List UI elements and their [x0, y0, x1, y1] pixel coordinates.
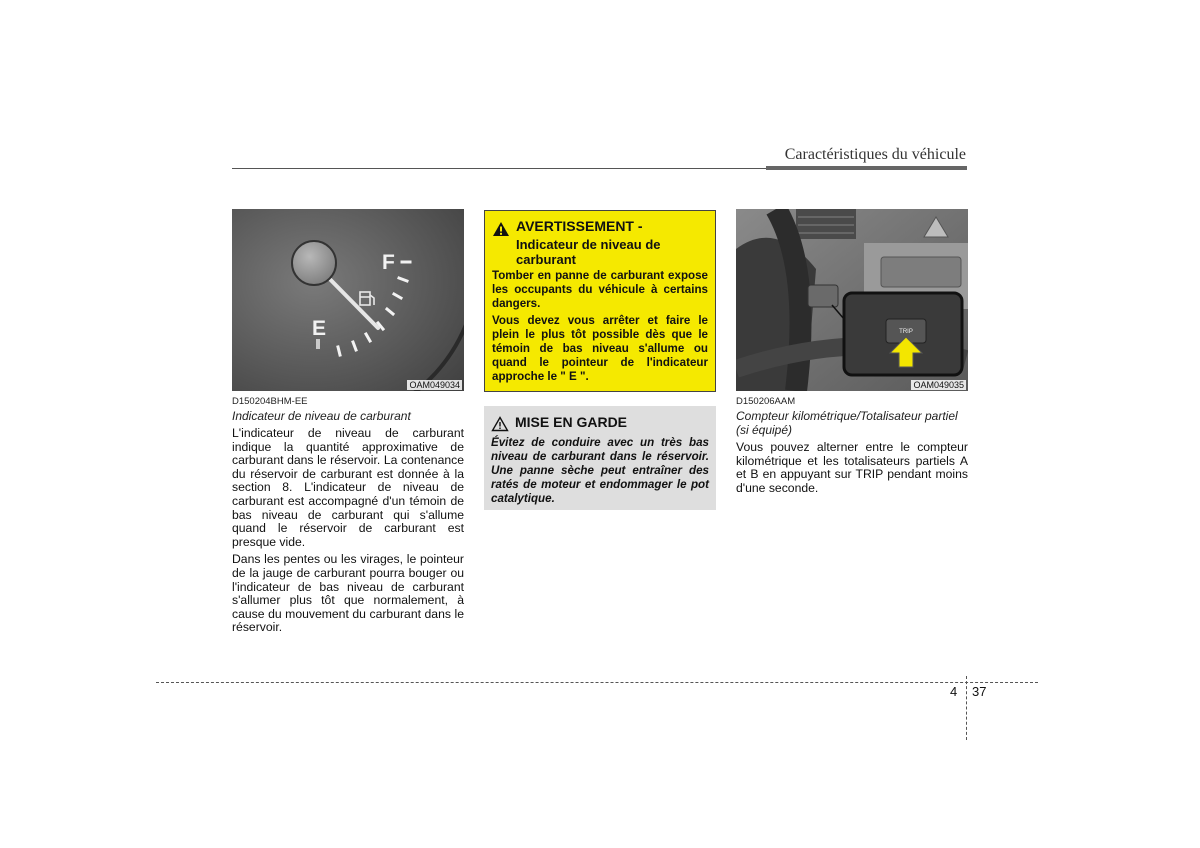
gauge-full-label: F — [382, 251, 395, 274]
page-header-title: Caractéristiques du véhicule — [784, 146, 966, 163]
warning-box — [484, 210, 716, 392]
body-paragraph: L'indicateur de niveau de carburant indique la quantité approximative de carburant dans le réservoir. La contenance du réservoir de carburant est donnée à la section 8. L'indicateur de niveau de carburant est accompagné d'un témoin de bas niveau de carburant qui s'allume quand le réservoir de carburant est presque vide. — [232, 426, 464, 549]
body-paragraph: Dans les pentes ou les virages, le pointeur de la jauge de carburant pourra bouger ou l'indicateur de bas niveau de carburant s'allumer plus tôt que normalement, à cause du mouvement du carburant dans le réservoir. — [232, 552, 464, 635]
section-title: Compteur kilométrique/Totalisateur partiel (si équipé) — [736, 409, 958, 437]
warning-paragraph: Tomber en panne de carburant expose les occupants du véhicule à certains dangers. — [492, 269, 708, 311]
fuel-gauge-figure — [232, 209, 464, 391]
footer-rule — [156, 682, 1038, 683]
figure-code: OAM049034 — [409, 380, 460, 390]
reference-code: D150204BHM-EE — [232, 396, 308, 407]
reference-code: D150206AAM — [736, 396, 796, 407]
trip-button-label: TRIP — [899, 329, 913, 335]
chapter-number: 4 — [950, 684, 958, 699]
caution-triangle-icon — [491, 416, 509, 432]
caution-box — [484, 406, 716, 510]
gauge-empty-label: E — [312, 317, 327, 340]
caution-paragraph: Évitez de conduire avec un très bas niveau de carburant dans le réservoir. Une panne sèche peut entraîner des ratés de moteur et endommager le pot catalytique. — [491, 436, 709, 505]
header-rule-accent — [766, 166, 967, 170]
section-title: Indicateur de niveau de carburant — [232, 409, 411, 423]
body-paragraph: Vous pouvez alterner entre le compteur kilométrique et les totalisateurs partiels A et B en appuyant sur TRIP pendant moins d'une seconde. — [736, 440, 968, 495]
warning-paragraph: Vous devez vous arrêter et faire le plein le plus tôt possible dès que le témoin de bas niveau s'allume ou quand le pointeur de l'indicateur approche le " E ". — [492, 313, 708, 384]
page-number: 37 — [972, 684, 987, 699]
caution-title: MISE EN GARDE — [515, 414, 628, 430]
right-column-text — [736, 396, 968, 495]
footer-divider — [966, 676, 967, 740]
left-column-text — [232, 396, 464, 635]
warning-subtitle: Indicateur de niveau de carburant — [516, 237, 661, 267]
warning-title: AVERTISSEMENT - — [516, 218, 643, 234]
warning-triangle-icon — [492, 221, 510, 237]
trip-button-figure — [736, 209, 968, 391]
figure-code: OAM049035 — [913, 380, 964, 390]
